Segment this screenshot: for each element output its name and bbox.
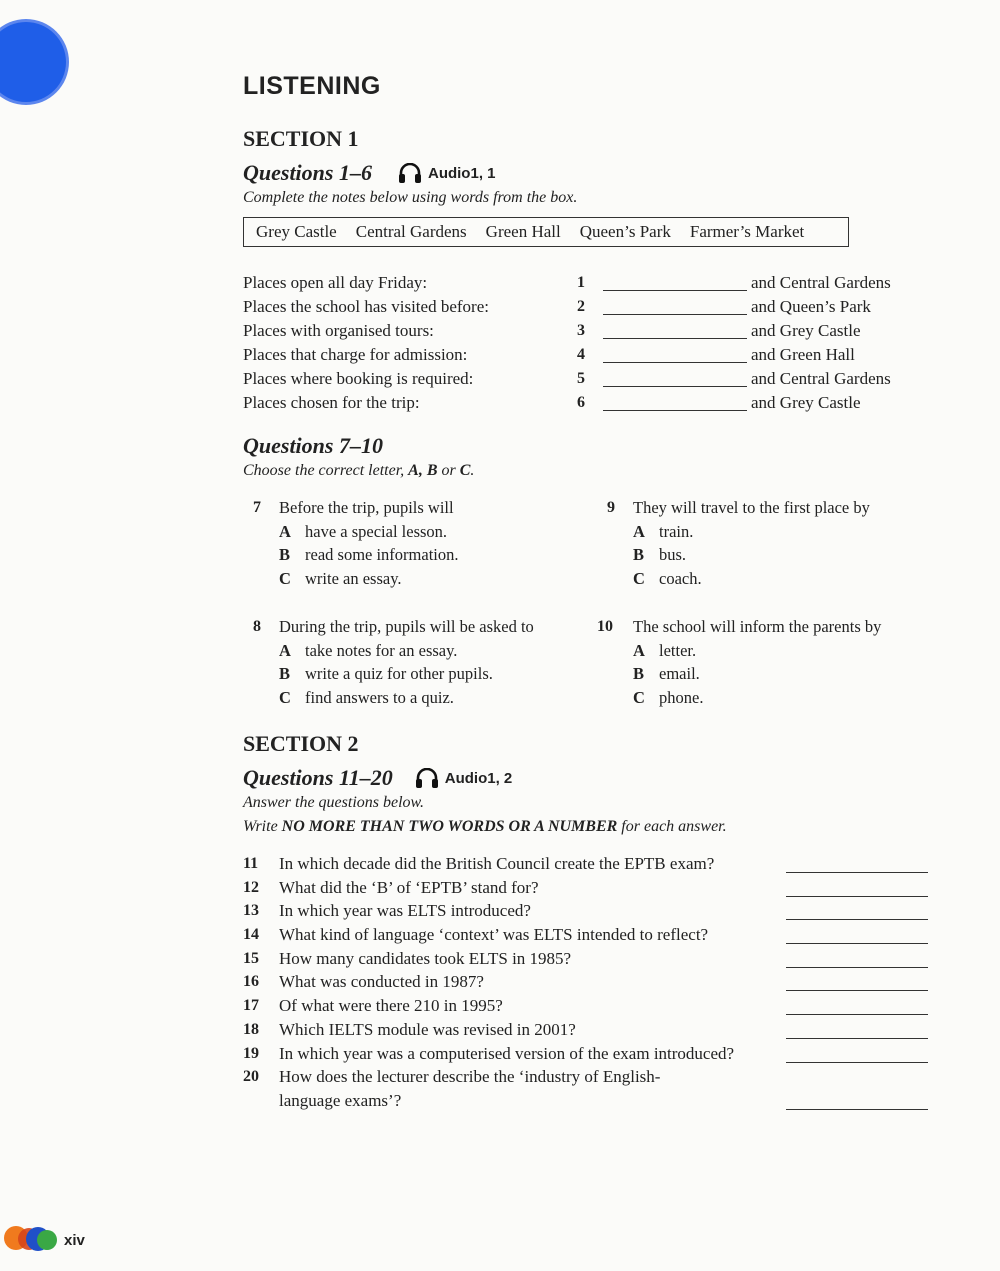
question-number: 11 — [243, 855, 259, 872]
option-letter: B — [633, 545, 645, 564]
question-stem: Before the trip, pupils will — [279, 498, 454, 517]
questions-11-20-instruction-2 — [243, 818, 727, 836]
note-label: Places where booking is required: — [243, 369, 474, 388]
mc-option[interactable] — [597, 686, 927, 710]
note-number: 2 — [577, 298, 585, 315]
option-letter: A — [279, 521, 291, 541]
question-stem: The school will inform the parents by — [633, 617, 882, 636]
question-number: 12 — [243, 878, 259, 896]
note-row — [243, 271, 923, 295]
question-number: 20 — [243, 1068, 259, 1086]
answer-blank[interactable] — [786, 1062, 928, 1063]
option-letter: B — [633, 664, 645, 683]
note-row — [243, 295, 923, 319]
question-text: What was conducted in 1987? — [279, 972, 484, 992]
question-text: Of what were there 210 in 1995? — [279, 996, 503, 1016]
note-suffix: and Grey Castle — [751, 393, 861, 412]
answer-blank[interactable] — [603, 338, 747, 339]
option-text: coach. — [659, 568, 702, 588]
answer-blank[interactable] — [603, 290, 747, 291]
audio-1-2[interactable] — [415, 768, 513, 788]
note-row — [243, 343, 923, 367]
word-box-item: Grey Castle — [256, 222, 337, 241]
option-letter: C — [633, 687, 645, 707]
answer-blank[interactable] — [603, 314, 747, 315]
short-answer-row — [243, 1018, 933, 1042]
mc-question-9 — [597, 496, 927, 590]
headphones-icon — [415, 768, 439, 788]
mc-question-7 — [243, 496, 583, 590]
question-number: 10 — [597, 618, 613, 635]
answer-blank[interactable] — [786, 1109, 928, 1110]
instruction-text: for each answer. — [617, 818, 727, 835]
answer-blank[interactable] — [786, 990, 928, 991]
audio-1-1[interactable] — [398, 163, 496, 183]
instruction-bold: NO MORE THAN TWO WORDS OR A NUMBER — [281, 818, 618, 835]
word-box-item: Queen’s Park — [579, 222, 671, 241]
note-row — [243, 367, 923, 391]
note-label: Places with organised tours: — [243, 321, 434, 340]
question-text: How does the lecturer describe the ‘industry of English- — [279, 1067, 661, 1087]
option-letter: C — [279, 568, 291, 588]
questions-1-6-header — [243, 160, 496, 186]
mc-option[interactable] — [243, 520, 583, 544]
page-heading: LISTENING — [243, 72, 381, 100]
short-answer-list — [243, 852, 933, 1113]
option-text: bus. — [659, 545, 687, 564]
note-number: 1 — [577, 274, 585, 291]
option-text: train. — [659, 521, 694, 541]
notes-list — [243, 271, 923, 415]
option-text: write a quiz for other pupils. — [305, 664, 493, 683]
word-box-item: Farmer’s Market — [689, 222, 805, 241]
mc-option[interactable] — [243, 662, 583, 686]
mc-option[interactable] — [597, 639, 927, 663]
note-suffix: and Grey Castle — [751, 321, 861, 340]
option-text: phone. — [659, 687, 704, 707]
instruction-text: Write — [243, 818, 282, 835]
option-text: email. — [659, 664, 700, 683]
page-number: xiv — [64, 1232, 85, 1249]
question-text: In which year was ELTS introduced? — [279, 901, 531, 921]
note-row — [243, 319, 923, 343]
option-text: find answers to a quiz. — [305, 687, 454, 707]
short-answer-row — [243, 1042, 933, 1066]
mc-option[interactable] — [597, 567, 927, 591]
option-text: write an essay. — [305, 568, 402, 588]
option-letter: B — [279, 545, 291, 564]
question-number: 8 — [253, 618, 261, 635]
note-number: 3 — [577, 322, 585, 339]
question-number: 18 — [243, 1020, 259, 1038]
note-label: Places the school has visited before: — [243, 297, 489, 316]
mc-option[interactable] — [597, 543, 927, 567]
mc-option[interactable] — [243, 686, 583, 710]
note-number: 4 — [577, 346, 585, 363]
mc-question-10 — [597, 615, 927, 709]
question-number: 14 — [243, 926, 259, 944]
question-stem: During the trip, pupils will be asked to — [279, 617, 534, 636]
answer-blank[interactable] — [603, 362, 747, 363]
mc-option[interactable] — [243, 567, 583, 591]
option-letter: A — [633, 521, 645, 541]
headphones-icon — [398, 163, 422, 183]
note-row — [243, 391, 923, 415]
mc-option[interactable] — [597, 520, 927, 544]
instruction-text: Choose the correct letter, — [243, 462, 409, 479]
section-2-title: SECTION 2 — [243, 731, 359, 756]
note-label: Places that charge for admission: — [243, 345, 468, 364]
short-answer-row — [243, 970, 933, 994]
short-answer-row — [243, 876, 933, 900]
question-text: In which decade did the British Council create the EPTB exam? — [279, 854, 715, 873]
answer-blank[interactable] — [786, 943, 928, 944]
option-letter: B — [279, 664, 291, 683]
option-letter: C — [279, 687, 291, 707]
option-text: letter. — [659, 640, 697, 660]
question-stem: They will travel to the first place by — [633, 498, 870, 517]
instruction-letters: A, B — [408, 462, 438, 479]
questions-11-20-instruction-1: Answer the questions below. — [243, 794, 425, 811]
green-dot — [37, 1230, 57, 1250]
instruction-letters: C — [459, 462, 471, 479]
audio-label: Audio1, 1 — [427, 164, 496, 182]
note-number: 5 — [577, 370, 585, 387]
question-number: 9 — [607, 499, 615, 516]
question-number: 17 — [243, 997, 259, 1015]
short-answer-row — [243, 923, 933, 947]
short-answer-row — [243, 852, 933, 876]
section-1-title: SECTION 1 — [243, 126, 359, 151]
short-answer-row — [243, 947, 933, 971]
answer-blank[interactable] — [603, 410, 747, 411]
mc-option[interactable] — [597, 662, 927, 686]
audio-label: Audio1, 2 — [444, 769, 513, 787]
note-label: Places open all day Friday: — [243, 273, 428, 292]
note-suffix: and Central Gardens — [751, 369, 891, 388]
note-suffix: and Queen’s Park — [751, 297, 871, 316]
note-number: 6 — [577, 394, 585, 411]
question-number: 13 — [243, 902, 259, 920]
option-text: take notes for an essay. — [305, 640, 458, 660]
note-suffix: and Central Gardens — [751, 273, 891, 292]
option-letter: A — [633, 640, 645, 660]
question-text: Which IELTS module was revised in 2001? — [279, 1019, 576, 1039]
questions-1-6-title: Questions 1–6 — [243, 160, 372, 185]
mc-option[interactable] — [243, 639, 583, 663]
option-letter: C — [633, 568, 645, 588]
answer-blank[interactable] — [786, 896, 928, 897]
short-answer-row — [243, 899, 933, 923]
note-label: Places chosen for the trip: — [243, 393, 420, 412]
answer-blank[interactable] — [603, 386, 747, 387]
option-text: have a special lesson. — [305, 521, 448, 541]
questions-7-10-title: Questions 7–10 — [243, 433, 383, 458]
questions-7-10-instruction — [243, 462, 474, 480]
answer-blank[interactable] — [786, 872, 928, 873]
mc-option[interactable] — [243, 543, 583, 567]
answer-blank[interactable] — [786, 1014, 928, 1015]
answer-blank[interactable] — [786, 1038, 928, 1039]
question-number: 7 — [253, 499, 261, 516]
question-text: What did the ‘B’ of ‘EPTB’ stand for? — [279, 877, 539, 897]
questions-1-6-instruction: Complete the notes below using words from the box. — [243, 189, 578, 206]
short-answer-row — [243, 1065, 933, 1113]
question-text: What kind of language ‘context’ was ELTS intended to reflect? — [279, 925, 709, 945]
mc-question-8 — [243, 615, 583, 709]
option-letter: A — [279, 640, 291, 660]
question-number: 15 — [243, 949, 259, 967]
instruction-text: . — [470, 462, 475, 479]
corner-decoration — [0, 22, 66, 102]
word-box — [243, 217, 849, 247]
option-text: read some information. — [305, 545, 459, 564]
footer-logo — [4, 1222, 60, 1254]
word-box-item: Central Gardens — [355, 222, 467, 241]
question-number: 19 — [243, 1044, 259, 1062]
note-suffix: and Green Hall — [751, 345, 855, 364]
instruction-text: or — [437, 462, 460, 479]
questions-11-20-title: Questions 11–20 — [243, 765, 393, 790]
short-answer-row — [243, 994, 933, 1018]
answer-blank[interactable] — [786, 967, 928, 968]
questions-11-20-header — [243, 765, 512, 791]
question-text: How many candidates took ELTS in 1985? — [279, 948, 572, 968]
question-text-continued: language exams’? — [279, 1091, 402, 1111]
answer-blank[interactable] — [786, 919, 928, 920]
question-text: In which year was a computerised version of the exam introduced? — [279, 1043, 735, 1063]
question-number: 16 — [243, 973, 259, 991]
word-box-item: Green Hall — [485, 222, 561, 241]
